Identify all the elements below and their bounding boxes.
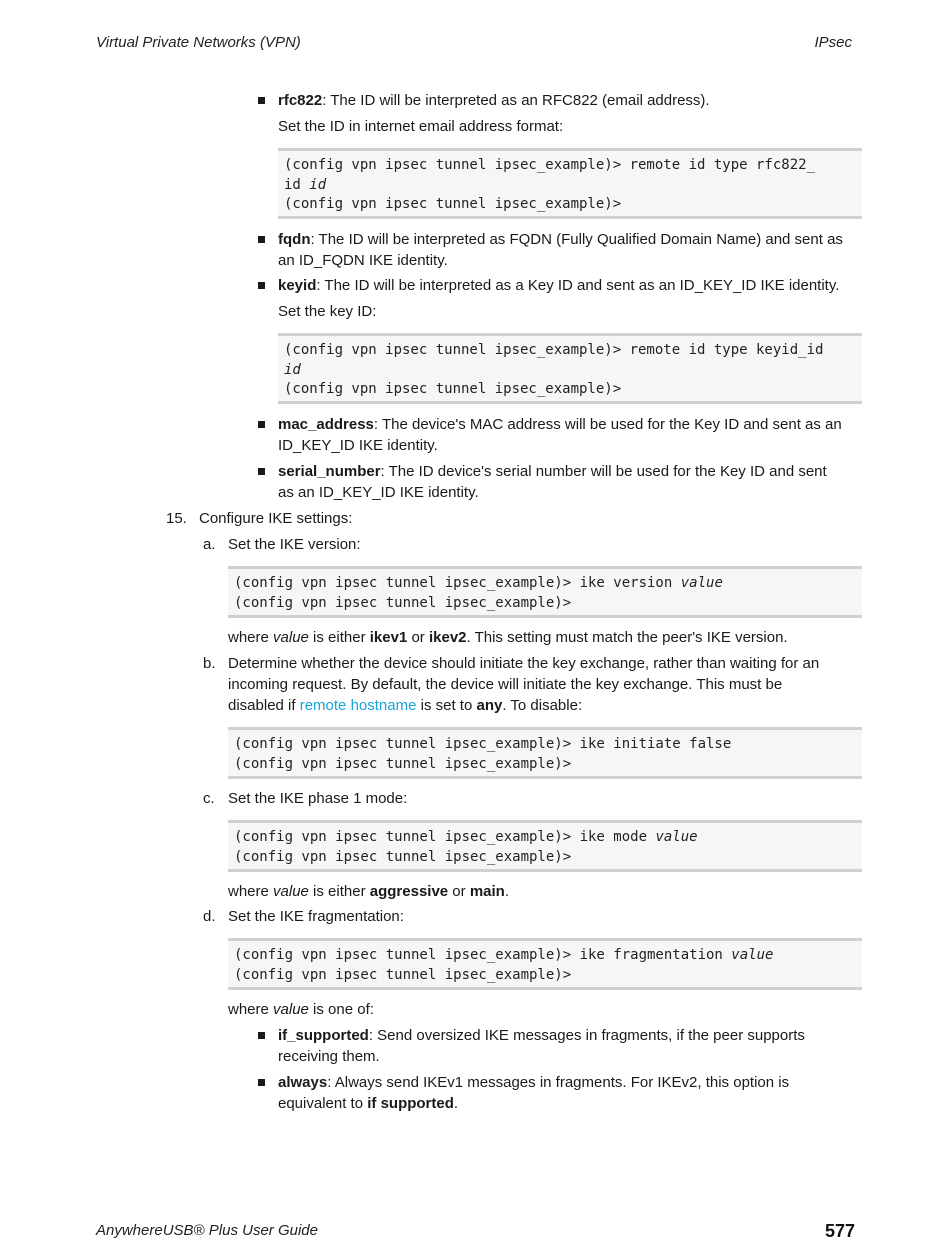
rfc822-term: rfc822 (278, 92, 323, 109)
step-d-code-block (228, 938, 862, 990)
step-d-text: Set the IKE fragmentation: (228, 908, 404, 925)
code-variable: id (284, 361, 301, 378)
if-supported-item: if_supported: Send oversized IKE messages in fragments, if the peer supports (278, 1027, 805, 1044)
code-line: (config vpn ipsec tunnel ipsec_example)> (234, 848, 572, 865)
step-b-code-block (228, 727, 862, 779)
code-line: (config vpn ipsec tunnel ipsec_example)> (284, 381, 622, 397)
serial-number-desc-line2: as an ID_KEY_ID IKE identity. (278, 484, 479, 501)
step-letter: a. (203, 536, 216, 553)
if-supported-term: if_supported (278, 1027, 369, 1044)
code-line: (config vpn ipsec tunnel ipsec_example)> (284, 196, 622, 212)
fqdn-term: fqdn (278, 231, 311, 248)
keyid-term: keyid (278, 277, 317, 294)
rfc822-desc: : The ID will be interpreted as an RFC822 (email address). (322, 92, 710, 109)
step-a-where: where value is either ikev1 or ikev2. This setting must match the peer's IKE version. (228, 629, 788, 646)
step-letter: c. (203, 790, 215, 807)
code-variable: value (655, 829, 698, 845)
always-line2: equivalent to if supported. (278, 1095, 459, 1112)
fqdn-desc-line2: an ID_FQDN IKE identity. (278, 252, 448, 269)
code-line: (config vpn ipsec tunnel ipsec_example)> ike initiate false (234, 736, 732, 752)
code-line: (config vpn ipsec tunnel ipsec_example)> remote id type rfc822_ (284, 157, 816, 173)
step-c-text: Set the IKE phase 1 mode: (228, 790, 408, 807)
code-variable: id (309, 176, 327, 193)
mac-address-item: mac_address: The device's MAC address will be used for the Key ID and sent as an (278, 416, 842, 433)
code-line: (config vpn ipsec tunnel ipsec_example)> remote id type keyid_id (284, 342, 824, 358)
if-supported-line2: receiving them. (278, 1048, 380, 1065)
step-c-code-block (228, 820, 862, 872)
always-term: always (278, 1074, 328, 1091)
step-b-line2: incoming request. By default, the device will initiate the key exchange. This must be (228, 676, 783, 693)
code-line: (config vpn ipsec tunnel ipsec_example)> ike fragmentation value (234, 947, 774, 963)
step-c-where: where value is either aggressive or main. (228, 883, 510, 900)
footer-title: AnywhereUSB® Plus User Guide (96, 1222, 318, 1239)
remote-hostname-link[interactable]: remote hostname (299, 697, 417, 714)
code-line: (config vpn ipsec tunnel ipsec_example)> (234, 755, 572, 772)
bullet-marker (258, 282, 265, 289)
page-number: 577 (824, 1221, 855, 1241)
bullet-marker (258, 236, 265, 243)
step-letter: d. (203, 908, 216, 925)
bullet-marker (258, 97, 265, 104)
code-line: (config vpn ipsec tunnel ipsec_example)> ike version value (234, 575, 723, 591)
step-a-code-block (228, 566, 862, 618)
step-a-text: Set the IKE version: (228, 536, 361, 553)
rfc822-item (278, 90, 710, 111)
code-line: id id (284, 176, 327, 193)
step-15-text: Configure IKE settings: (199, 510, 353, 527)
code-variable: value (680, 575, 723, 591)
always-item: always: Always send IKEv1 messages in fragments. For IKEv2, this option is (278, 1074, 790, 1091)
step-b-line1: Determine whether the device should initiate the key exchange, rather than waiting for an (228, 655, 820, 672)
code-line: (config vpn ipsec tunnel ipsec_example)> (234, 594, 572, 611)
mac-address-term: mac_address (278, 416, 374, 433)
step-d-where: where value is one of: (228, 1001, 374, 1018)
rfc822-set-line: Set the ID in internet email address format: (278, 118, 564, 135)
serial-number-item: serial_number: The ID device's serial number will be used for the Key ID and sent (278, 463, 827, 480)
step-number: 15. (166, 510, 187, 527)
running-header-right: IPsec (814, 34, 852, 51)
code-line (284, 361, 856, 381)
bullet-marker (258, 468, 265, 475)
bullet-marker (258, 1079, 265, 1086)
keyid-item: keyid: The ID will be interpreted as a Key ID and sent as an ID_KEY_ID IKE identity. (278, 277, 840, 294)
code-line: (config vpn ipsec tunnel ipsec_example)> (234, 966, 572, 983)
mac-address-desc-line2: ID_KEY_ID IKE identity. (278, 437, 438, 454)
keyid-code-block (278, 333, 862, 404)
code-variable: value (731, 947, 774, 963)
running-header-left: Virtual Private Networks (VPN) (96, 34, 301, 51)
step-letter: b. (203, 655, 216, 672)
bullet-marker (258, 421, 265, 428)
code-line: (config vpn ipsec tunnel ipsec_example)> ike mode value (234, 829, 698, 845)
rfc822-code-block (278, 148, 862, 219)
keyid-set-line: Set the key ID: (278, 303, 377, 320)
serial-number-term: serial_number (278, 463, 381, 480)
bullet-marker (258, 1032, 265, 1039)
step-b-line3: disabled if remote hostname is set to any. To disable: (228, 697, 583, 714)
fqdn-item: fqdn: The ID will be interpreted as FQDN (Fully Qualified Domain Name) and sent as (278, 231, 843, 248)
